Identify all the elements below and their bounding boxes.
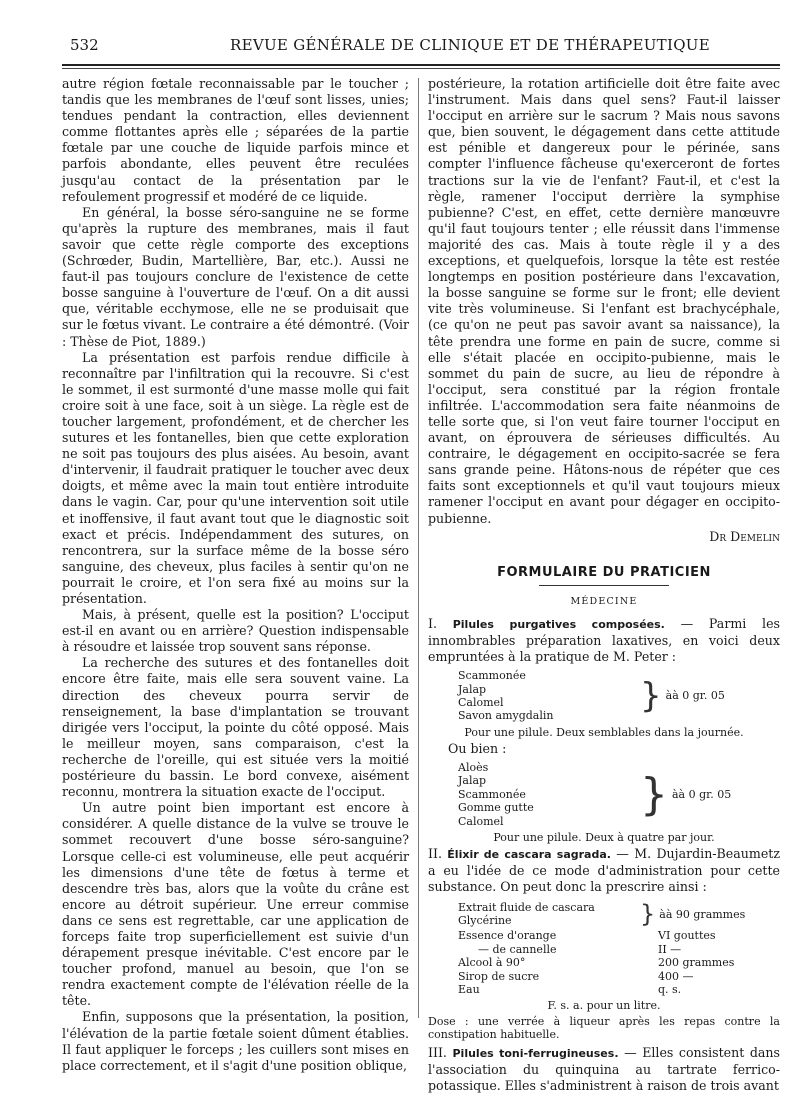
ingredient: Aloès [458,761,489,774]
section-title-rule [539,585,669,586]
item-name: Pilules purgatives composées. [452,617,665,631]
item-numeral: II. [428,846,442,862]
paragraph: Mais, à présent, quelle est la position? L'occiput est-il en avant ou en arrière? Question indispensable à résoudre et laissée trop souvent sans réponse. [62,607,409,655]
page-header [62,28,780,68]
item-text: — Parmi les innombrables préparation laxatives, en voici deux empruntées à la pratique de M. Peter : [428,615,780,665]
header-rule-thin [62,68,780,69]
alternative-label: Ou bien : [448,740,507,756]
ingredient-dose: 200 grammes [658,956,735,970]
page-number: 532 [70,36,99,54]
ingredient: Calomel [458,814,504,828]
ingredient-dose: 400 — [658,969,694,983]
recipe-block-1 [458,669,780,723]
item-numeral: I. [428,615,437,631]
section-subtitle: MÉDECINE [570,595,638,607]
recipe-note: F. s. a. pour un litre. [547,999,661,1013]
recipe-block-3 [458,899,780,996]
ingredient-group [458,761,780,828]
ingredient-dose: q. s. [658,983,682,997]
ingredient: Sirop de sucre [458,969,540,983]
paragraph: autre région fœtale reconnaissable par le toucher ; tandis que les membranes de l'œuf sont lisses, unies; tendues pendant la contraction, elles deviennent comme flottantes après elle ; séparées de la partie fœtale par une couche de liquide parfois mince et parfois abondante, elles peuvent être reculées jusqu'au contact de la présentation par le refoulement progressif et modéré de ce liquide. [62,76,409,204]
ingredient-row [458,956,780,969]
recipe-note: Pour une pilule. Deux semblables dans la journée. [464,725,744,739]
ingredient: — de cannelle [478,942,557,956]
brace-glyph: } [640,676,662,716]
paragraph: Enfin, supposons que la présentation, la position, l'élévation de la partie fœtale soient dûment établies. Il faut appliquer le forceps ; les cuillers sont mises en place correctement, et il s'agit d'une position oblique, [62,1009,409,1073]
ingredient: Jalap [458,774,487,788]
section-title: FORMULAIRE DU PRATICIEN [497,564,711,580]
paragraph: La recherche des sutures et des fontanelles doit encore être faite, mais elle sera souvent vaine. La direction des cheveux pourra servir de renseignement, la base d'implantation se trouvant dirigée vers l'occiput, la pointe du côté opposé. Mais le meilleur moyen, sans comparaison, c'est la recherche de l'oreille, qui est située vers la moitié postérieure du bassin. Le bord convexe, aisément reconnu, montrera la situation exacte de l'occiput. [62,655,409,800]
item-name: Élixir de cascara sagrada. [447,848,611,862]
ingredient-dose: àà 90 grammes [659,907,746,921]
formula-item-1 [428,616,780,665]
ingredient-dose: VI gouttes [658,929,716,943]
formula-item-3 [428,1045,780,1094]
paragraph: postérieure, la rotation artificielle doit être faite avec l'instrument. Mais dans quel sens? Faut-il laisser l'occiput en arrière sur le sacrum ? Mais nous savons que, bien souvent, le dégagement dans cette attitude est pénible et dangereux pour le périnée, sans compter l'influence fâcheuse qu'exerceront de fortes tractions sur la vie de l'enfant? Faut-il, et c'est la règle, ramener l'occiput derrière la symphise pubienne? C'est, en effet, cette dernière manœuvre qu'il faut toujours tenter ; elle réussit dans l'immense majorité des cas. Mais à toute règle il y a des exceptions, et quelquefois, lorsque la tête est restée longtemps en position postérieure dans l'excavation, la bosse sanguine se forme sur le front; elle devient vite très volumineuse. Si l'enfant est brachycéphale, (ce qu'on ne peut pas savoir avant sa naissance), la tête prendra une forme en pain de sucre, comme si elle s'était placée en occipito-pubienne, mais le sommet du pain de sucre, au lieu de répondre à l'occiput, sera constitué par la région frontale infiltrée. L'accommodation sera faite néanmoins de telle sorte que, si l'on veut faire tourner l'occiput en avant, on éprouvera de sérieuses difficultés. Au contraire, le dégagement en occipito-sacrée se fera sans grande peine. Hâtons-nous de répéter que ces faits sont exceptionnels et qu'il vaut toujours mieux ramener l'occiput en avant pour dégager en occipito-pubienne. [428,76,780,526]
right-column [428,76,780,1094]
recipe-note: Pour une pilule. Deux à quatre par jour. [493,831,715,845]
left-column [62,76,409,1074]
author-signature: Dr Demelin [709,528,780,544]
ingredient: Savon amygdalin [458,709,554,723]
ingredient: Eau [458,983,480,997]
brace-glyph: } [640,768,668,820]
ingredient: Alcool à 90° [458,956,526,970]
ingredient-dose: àà 0 gr. 05 [672,787,732,801]
paragraph: En général, la bosse séro-sanguine ne se forme qu'après la rupture des membranes, mais il faut savoir que cette règle comporte des exceptions (Schrœder, Budin, Martellière, Bar, etc.). Aussi ne faut-il pas toujours conclure de l'existence de cette bosse sanguine à l'ouverture de l'œuf. On a dit aussi que, véritable ecchymose, elle ne se produisait que sur le fœtus vivant. Le contraire a été démontré. (Voir : Thèse de Piot, 1889.) [62,204,409,349]
running-title: REVUE GÉNÉRALE DE CLINIQUE ET DE THÉRAPEUTIQUE [230,36,710,54]
ingredient-list [458,761,638,828]
formula-item-2 [428,846,780,895]
ingredient-dose: àà 0 gr. 05 [665,689,725,703]
ingredient-row [458,970,780,983]
paragraph: Un autre point bien important est encore à considérer. A quelle distance de la vulve se trouve le sommet recouvert d'une bosse séro-sanguine? Lorsque celle-ci est volumineuse, elle peut acquérir les dimensions d'une tête de fœtus à terme et descendre très bas, alors que la voûte du crâne est encore au détroit supérieur. Une erreur commise dans ce sens est regrettable, car une application de forceps faite trop superficiellement est suivie d'un dérapement presque inévitable. C'est encore par le toucher profond, manuel au besoin, que l'on se rendra exactement compte de l'élévation réelle de la tête. [62,800,409,1009]
ingredient-list [458,669,638,723]
item-text: — M. Dujardin-Beaumetz a eu l'idée de ce mode d'administration pour cette substance. On peut donc la prescrire ainsi : [428,846,780,895]
ingredient: Glycérine [458,914,512,928]
item-text: — Elles consistent dans l'association du quinquina au tartrate ferrico-potassique. Elles s'administrent à raison de trois avant [428,1044,780,1093]
ingredient-list [458,901,638,928]
header-rule [62,64,780,66]
ingredient: Jalap [458,682,487,696]
ingredient-row [458,983,780,996]
ingredient-group [458,669,780,723]
ingredient: Scammonée [458,787,526,801]
dose-note: Dose : une verrée à liqueur après les repas contre la constipation habituelle. [428,1014,780,1041]
ingredient-row [458,929,780,942]
ingredient: Gomme gutte [458,801,534,815]
ingredient: Calomel [458,696,504,709]
item-numeral: III. [428,1044,447,1060]
ingredient: Scammonée [458,669,526,683]
recipe-block-2 [458,761,780,828]
ingredient-row [458,943,780,956]
ingredient: Essence d'orange [458,929,557,943]
column-divider [418,78,419,1018]
paragraph: La présentation est parfois rendue difficile à reconnaître par l'infiltration qui la recouvre. Si c'est le sommet, il est surmonté d'une masse molle qui fait croire soit à une face, soit à un siège. La règle est de toucher largement, profondément, et de chercher les sutures et les fontanelles, bien que cette exploration ne soit pas toujours des plus aisées. Au besoin, avant d'intervenir, il faudrait pratiquer le toucher avec deux doigts, et même avec la main tout entière introduite dans le vagin. Car, pour qu'une intervention soit utile et inoffensive, il faut avant tout que le diagnostic soit exact et précis. Indépendamment des sutures, on rencontrera, sur la surface même de la bosse séro sanguine, des cheveux, plus faciles à sentir qu'on ne pourrait le croire, et l'on sera fixé au moins sur la présentation. [62,349,409,606]
item-name: Pilules toni-ferrugineuses. [452,1046,619,1060]
ingredient: Extrait fluide de cascara [458,901,595,914]
ingredient-dose: II — [658,942,682,956]
ingredient-group [458,899,780,929]
brace-glyph: } [640,900,656,929]
